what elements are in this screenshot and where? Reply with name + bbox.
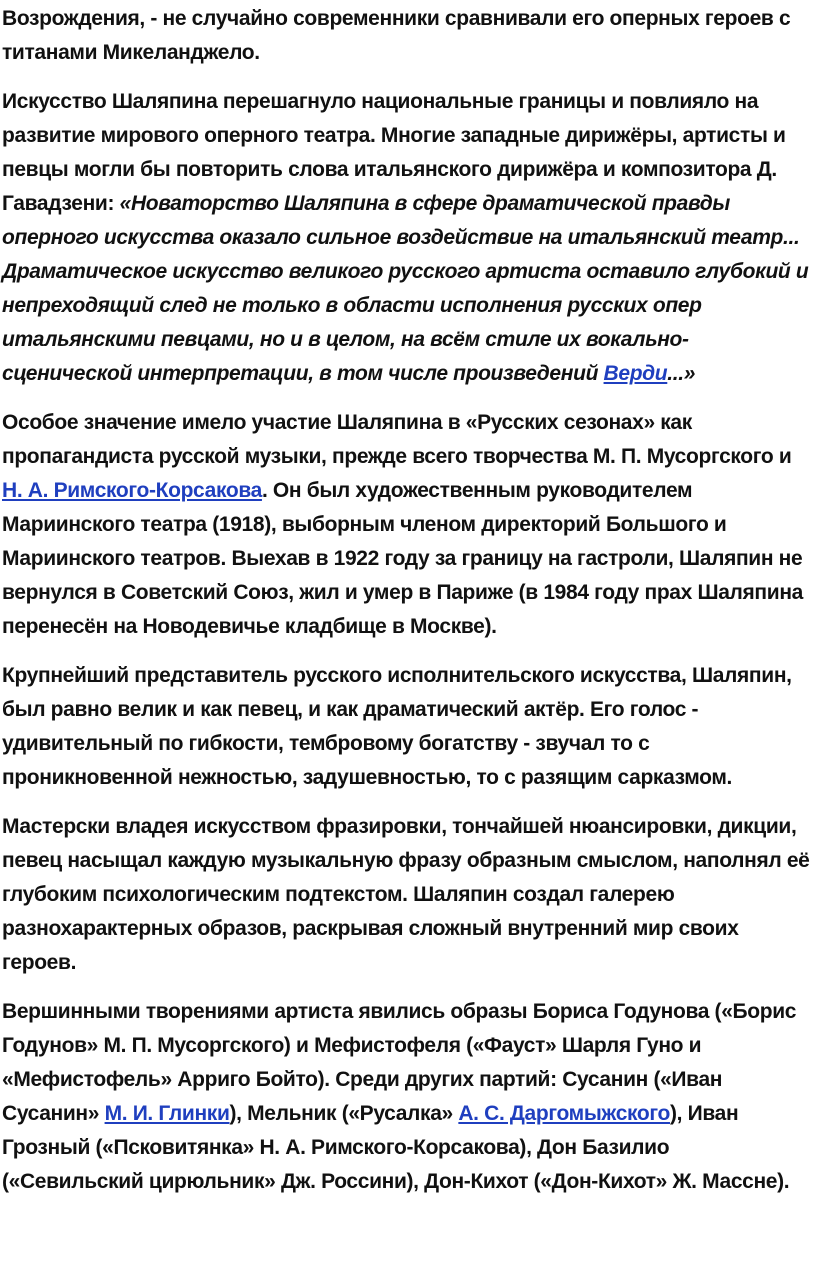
paragraph-gavazzeni-quote — [2, 85, 810, 391]
paragraph-text-before: Особое значение имело участие Шаляпина в «Русских сезонах» как пропагандиста русской музыки, прежде всего творчества М. П. Мусоргского и — [2, 411, 792, 468]
paragraph-text-after: ), Иван Грозный («Псковитянка» Н. А. Римского-Корсакова), Дон Базилио («Севильский цирюльник» Дж. Россини), Дон-Кихот («Дон-Кихот» Ж. Массне). — [2, 1102, 790, 1193]
paragraph-roles — [2, 995, 810, 1199]
paragraph-text: Мастерски владея искусством фразировки, тончайшей нюансировки, дикции, певец насыщал каждую музыкальную фразу образным смыслом, наполнял её глубоким психологическим подтекстом. Шаляпин создал галерею разнохарактерных образов, раскрывая сложный внутренний мир своих героев. — [2, 815, 810, 974]
paragraph-text-after: . Он был художественным руководителем Мариинского театра (1918), выборным членом директорий Большого и Мариинского театров. Выехав в 1922 году за границу на гастроли, Шаляпин не вернулся в Советский Союз, жил и умер в Париже (в 1984 году прах Шаляпина перенесён на Новодевичье кладбище в Москве). — [2, 479, 803, 638]
paragraph-russian-seasons — [2, 406, 810, 644]
paragraph-text: Возрождения, - не случайно современники сравнивали его оперных героев с титанами Микеланджело. — [2, 7, 791, 64]
link-verdi[interactable]: Верди — [603, 362, 668, 385]
paragraph-singer-actor — [2, 659, 810, 795]
italic-quote — [2, 192, 808, 385]
paragraph-text: Крупнейший представитель русского исполнительского искусства, Шаляпин, был равно велик и как певец, и как драматический актёр. Его голос - удивительный по гибкости, тембровому богатству - звучал то с проникновенной нежностью, задушевностью, то с разящим сарказмом. — [2, 664, 792, 789]
paragraph-titans — [2, 2, 810, 70]
paragraph-text-middle: ), Мельник («Русалка» — [229, 1102, 459, 1125]
paragraph-phrasing — [2, 810, 810, 980]
link-dargomyzhsky[interactable]: А. С. Даргомыжского — [458, 1102, 670, 1125]
link-glinka[interactable]: М. И. Глинки — [104, 1102, 230, 1125]
paragraph-text-before: Вершинными творениями артиста явились образы Бориса Годунова («Борис Годунов» М. П. Мусоргского) и Мефистофеля («Фауст» Шарля Гуно и «Мефистофель» Арриго Бойто). Среди других партий: Сусанин («Иван Сусанин» — [2, 1000, 797, 1125]
quote-text: «Новаторство Шаляпина в сфере драматической правды оперного искусства оказало сильное воздействие на итальянский театр... Драматическое искусство великого русского артиста оставило глубокий и непреходящий след не только в области исполнения русских опер итальянскими певцами, но и в целом, на всём стиле их вокально-сценической интерпретации, в том числе произведений — [2, 192, 809, 385]
paragraph-intro-text: Искусство Шаляпина перешагнуло национальные границы и повлияло на развитие мирового оперного театра. Многие западные дирижёры, артисты и певцы могли бы повторить слова итальянского дирижёра и композитора Д. Гавадзени: — [2, 90, 786, 215]
quote-end-text: ...» — [667, 362, 696, 385]
link-rimsky-korsakov[interactable]: Н. А. Римского-Корсакова — [2, 479, 262, 502]
